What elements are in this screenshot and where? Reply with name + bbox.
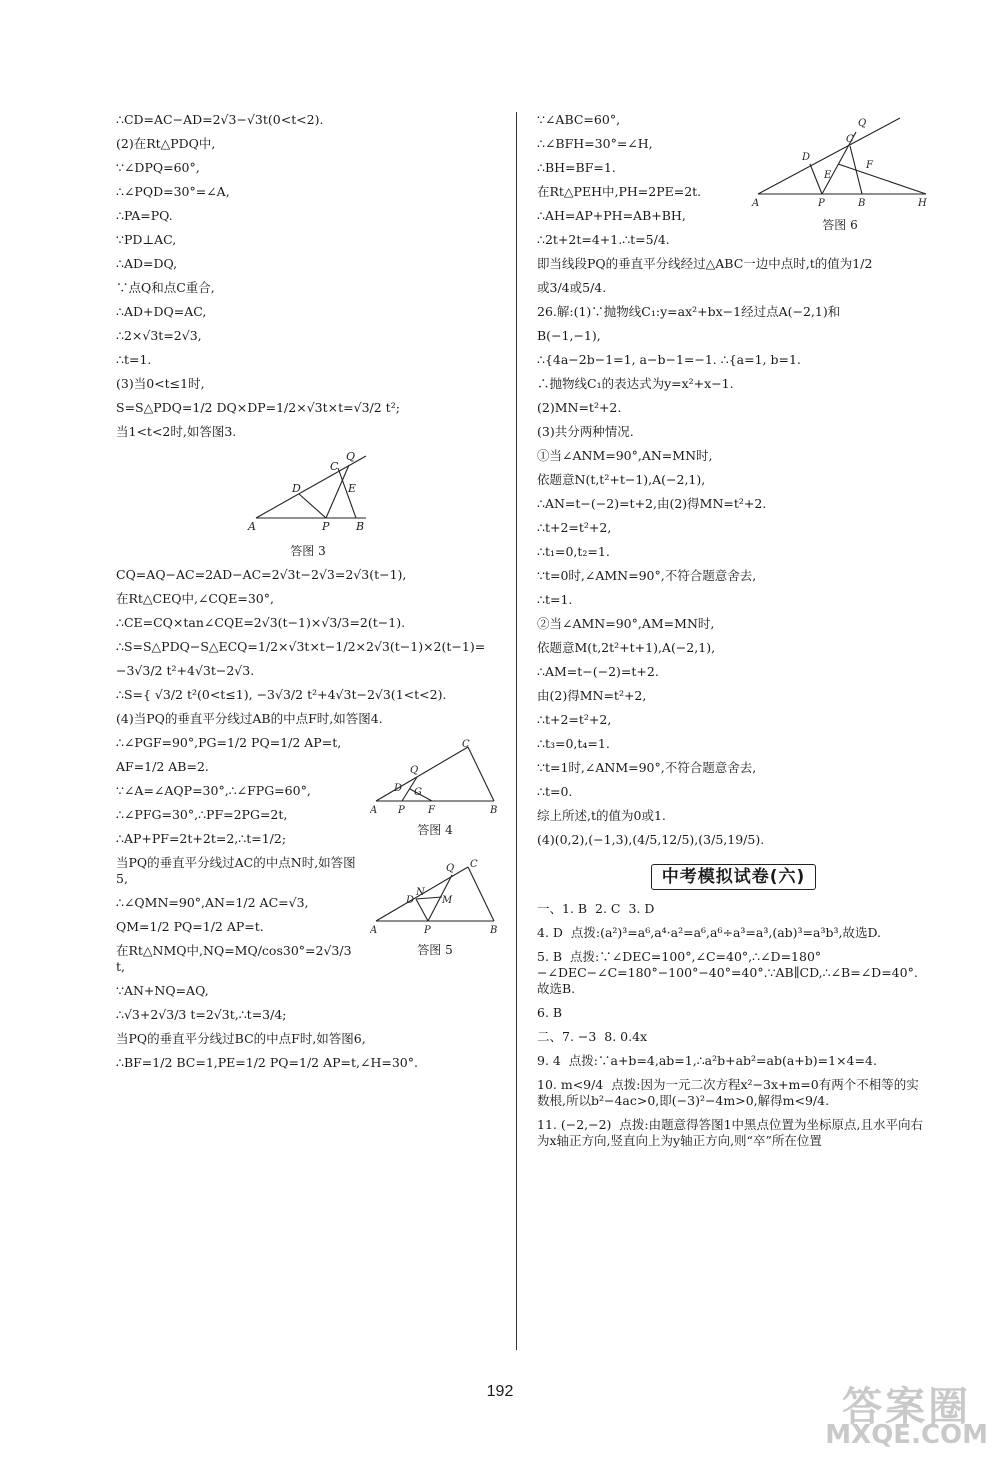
solution-line: 二、7. −3 8. 0.4x [537,1029,648,1044]
solution-line: ∴S={ √3/2 t²(0<t≤1), −3√3/2 t²+4√3t−2√3(1<t<2). [116,687,447,702]
solution-line: ∴2×√3t=2√3, [116,328,202,343]
figure-6 [750,112,930,233]
figure-5 [370,859,500,958]
svg-text:E: E [824,170,832,181]
solution-line: ∵AN+NQ=AQ, [116,983,209,998]
solution-line: ∴t=1. [537,592,573,607]
svg-text:A: A [248,520,256,533]
svg-text:B: B [490,805,498,816]
left-block-b [116,567,500,727]
solution-line: 26.解:(1)∵抛物线C₁:y=ax²+bx−1经过点A(−2,1)和 [537,304,841,319]
figure-6-caption: 答图 6 [822,218,858,232]
solution-line: 依题意M(t,2t²+t+1),A(−2,1), [537,640,716,655]
svg-text:F: F [428,805,435,816]
solution-line: (3)当0<t≤1时, [116,376,205,391]
solution-line: ∴2t+2t=4+1.∴t=5/4. [537,232,670,247]
solution-line: ∴∠PQD=30°=∠A, [116,184,230,199]
svg-text:D: D [406,895,415,906]
svg-text:D: D [802,152,811,163]
solution-line: −3√3/2 t²+4√3t−2√3. [116,663,255,678]
right-column [537,112,930,1157]
solution-line: 4. D 点拨:(a²)³=a⁶,a⁴·a²=a⁶,a⁶÷a³=a³,(ab)³=a³b³,故选D. [537,925,882,940]
solution-line: ∴PA=PQ. [116,208,173,223]
solution-line: ∴t+2=t²+2, [537,712,612,727]
svg-text:P: P [322,520,330,533]
svg-text:D: D [394,783,403,794]
solution-line: ∵t=1时,∠ANM=90°,不符合题意舍去, [537,760,757,775]
solution-line: ∴{4a−2b−1=1, a−b−1=−1. ∴{a=1, b=1. [537,352,801,367]
solution-line: ∵∠ABC=60°, [537,112,621,127]
solution-line: ∵t=0时,∠AMN=90°,不符合题意舍去, [537,568,757,583]
solution-line: 或3/4或5/4. [537,280,607,295]
svg-text:B: B [858,198,866,209]
right-block-b [537,256,930,848]
solution-line: ②当∠AMN=90°,AM=MN时, [537,616,715,631]
figure-4 [370,739,500,838]
solution-line: (2)MN=t²+2. [537,400,622,415]
solution-line: 在Rt△PEH中,PH=2PE=2t. [537,184,702,199]
svg-text:H: H [918,198,927,209]
solution-line: QM=1/2 PQ=1/2 AP=t. [116,919,264,934]
solution-line: (3)共分两种情况. [537,424,634,439]
solution-line: ∴∠PGF=90°,PG=1/2 PQ=1/2 AP=t, [116,735,342,750]
svg-text:P: P [818,198,825,209]
svg-text:A: A [752,198,760,209]
solution-line: ∵∠A=∠AQP=30°,∴∠FPG=60°, [116,783,311,798]
solution-line: ∴∠BFH=30°=∠H, [537,136,653,151]
solution-line: 10. m<9/4 点拨:因为一元二次方程x²−3x+m=0有两个不相等的实数根,所以b²−4ac>0,即(−3)²−4m>0,解得m<9/4. [537,1077,919,1108]
solution-line: 9. 4 点拨:∵a+b=4,ab=1,∴a²b+ab²=ab(a+b)=1×4=4. [537,1053,877,1068]
svg-text:Q: Q [410,765,419,776]
svg-text:C: C [846,134,854,145]
solution-line: 当PQ的垂直平分线过AC的中点N时,如答图5, [116,855,356,886]
solution-line: CQ=AQ−AC=2AD−AC=2√3t−2√3=2√3(t−1), [116,567,407,582]
svg-text:D: D [292,482,301,495]
figure-5-diagram [370,859,500,939]
svg-text:M: M [442,895,453,906]
watermark-logo-text: 答案圈 [842,1384,972,1430]
left-block-e [116,1031,500,1071]
solution-line: 当PQ的垂直平分线过BC的中点F时,如答图6, [116,1031,366,1046]
figure-3 [116,448,500,559]
solution-line: ∴t=0. [537,784,573,799]
solution-line: ∴AM=t−(−2)=t+2. [537,664,659,679]
svg-text:N: N [416,887,425,898]
solution-line: S=S△PDQ=1/2 DQ×DP=1/2×√3t×t=√3/2 t²; [116,400,400,415]
solution-line: ∴AD+DQ=AC, [116,304,207,319]
figure-3-caption: 答图 3 [290,544,326,558]
solution-line: ∴S=S△PDQ−S△ECQ=1/2×√3t×t−1/2×2√3(t−1)×2(t−1)= [116,639,486,654]
solution-line: (4)当PQ的垂直平分线过AB的中点F时,如答图4. [116,711,383,726]
solution-line: ∴√3+2√3/3 t=2√3t,∴t=3/4; [116,1007,287,1022]
svg-text:G: G [414,787,422,798]
watermark-logo [825,1384,988,1450]
svg-text:C: C [470,859,478,870]
solution-line: ∵∠DPQ=60°, [116,160,200,175]
page-number: 192 [486,1383,514,1400]
solution-line: 6. B [537,1005,563,1020]
svg-text:P: P [398,805,405,816]
solution-line: (4)(0,2),(−1,3),(4/5,12/5),(3/5,19/5). [537,832,765,847]
solution-line: ∴∠PFG=30°,∴PF=2PG=2t, [116,807,288,822]
solution-line: 5. B 点拨:∵∠DEC=100°,∠C=40°,∴∠D=180°−∠DEC−∠C=180°−100°−40°=40°.∵AB∥CD,∴∠B=∠D=40°.故选B. [537,949,918,996]
solution-line: ∴CD=AC−AD=2√3−√3t(0<t<2). [116,112,324,127]
solution-line: ∴t₁=0,t₂=1. [537,544,610,559]
watermark-logo-url: MXQE.COM [825,1420,988,1450]
solution-line: ∴AD=DQ, [116,256,178,271]
solution-line: 依题意N(t,t²+t−1),A(−2,1), [537,472,706,487]
svg-text:A: A [370,805,378,816]
right-block-c [537,901,930,1149]
svg-text:A: A [370,925,378,936]
left-block-a [116,112,500,440]
solution-line: ∴BH=BF=1. [537,160,616,175]
solution-line: ①当∠ANM=90°,AN=MN时, [537,448,713,463]
svg-text:E: E [348,482,357,495]
solution-line: ∴t₃=0,t₄=1. [537,736,610,751]
solution-line: 由(2)得MN=t²+2, [537,688,647,703]
figure-5-caption: 答图 5 [417,943,453,957]
solution-line: ∴AH=AP+PH=AB+BH, [537,208,686,223]
left-column [116,112,500,1079]
solution-line: ∴t+2=t²+2, [537,520,612,535]
section-title: 中考模拟试卷(六) [537,862,930,887]
svg-text:B: B [356,520,365,533]
solution-line: ∵PD⊥AC, [116,232,177,247]
figure-4-caption: 答图 4 [417,823,453,837]
solution-line: 一、1. B 2. C 3. D [537,901,655,916]
svg-text:Q: Q [346,450,356,463]
solution-line: 即当线段PQ的垂直平分线经过△ABC一边中点时,t的值为1/2 [537,256,873,271]
svg-text:Q: Q [446,863,455,874]
solution-line: ∵点Q和点C重合, [116,280,215,295]
column-divider [516,112,517,1350]
solution-line: 在Rt△CEQ中,∠CQE=30°, [116,591,274,606]
figure-4-diagram [370,739,500,819]
solution-line: 当1<t<2时,如答图3. [116,424,237,439]
solution-line: (2)在Rt△PDQ中, [116,136,216,151]
solution-line: 11. (−2,−2) 点拨:由题意得答图1中黑点位置为坐标原点,且水平向右为x轴正方向,竖直向上为y轴正方向,则“卒”所在位置 [537,1117,924,1148]
svg-text:C: C [330,460,339,473]
svg-text:Q: Q [858,118,867,129]
solution-line: ∴AP+PF=2t+2t=2,∴t=1/2; [116,831,287,846]
solution-line: ∴t=1. [116,352,152,367]
svg-text:C: C [462,739,470,750]
solution-line: 综上所述,t的值为0或1. [537,808,666,823]
figure-6-diagram [750,112,930,214]
svg-text:F: F [866,160,873,171]
solution-line: B(−1,−1), [537,328,601,343]
solution-line: ∴∠QMN=90°,AN=1/2 AC=√3, [116,895,309,910]
solution-line: 在Rt△NMQ中,NQ=MQ/cos30°=2√3/3 t, [116,943,356,974]
solution-line: ∴抛物线C₁的表达式为y=x²+x−1. [537,376,734,391]
solution-line: ∴CE=CQ×tan∠CQE=2√3(t−1)×√3/3=2(t−1). [116,615,406,630]
svg-text:B: B [490,925,498,936]
solution-line: AF=1/2 AB=2. [116,759,209,774]
solution-line: ∴AN=t−(−2)=t+2,由(2)得MN=t²+2. [537,496,767,511]
figure-3-diagram [116,448,500,540]
solution-line: ∴BF=1/2 BC=1,PE=1/2 PQ=1/2 AP=t,∠H=30°. [116,1055,418,1070]
svg-text:P: P [424,925,431,936]
